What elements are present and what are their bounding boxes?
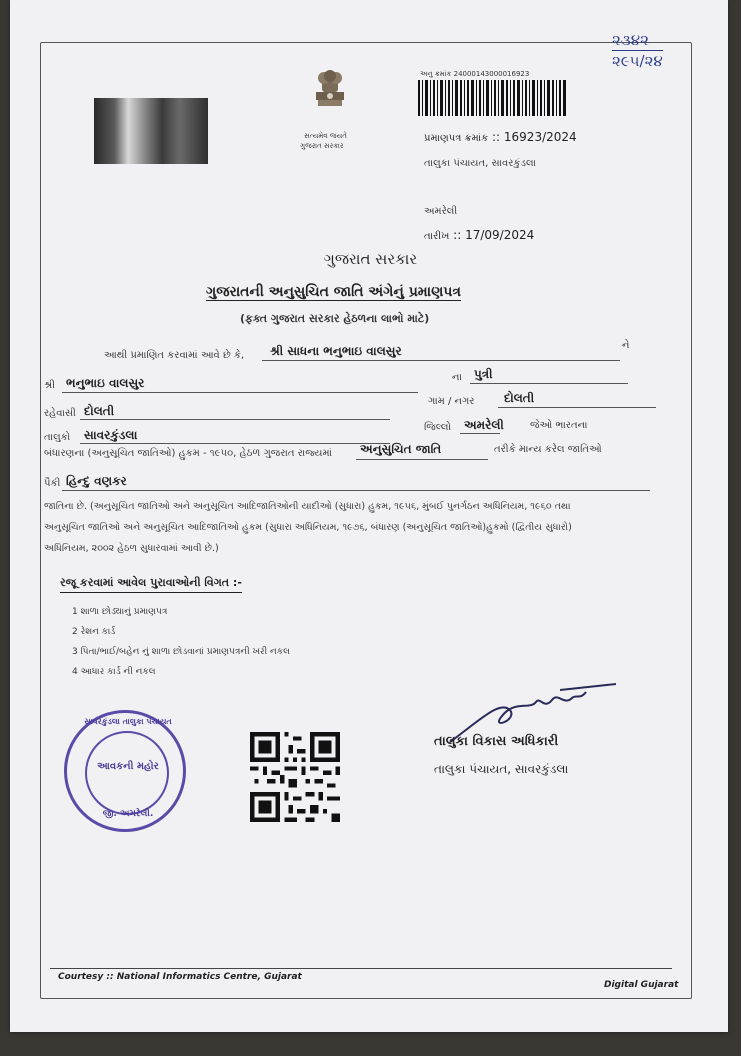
- category-underline: [356, 459, 488, 460]
- relation: પુત્રી: [474, 367, 493, 381]
- corner-note: [612, 30, 663, 71]
- footer-brand: Digital Gujarat: [604, 980, 679, 990]
- list-item: 4 આધાર કાર્ડ ની નકલ: [72, 667, 156, 677]
- applicant-photo: [94, 98, 208, 164]
- district-label: જિલ્લો: [424, 422, 451, 433]
- certificate-heading: ગુજરાતની અનુસુચિત જાતિ અંગેનું પ્રમાણપત્ર: [206, 284, 462, 300]
- village-label: ગામ / નગર: [428, 396, 475, 407]
- certificate-subheading: (ફક્ત ગુજરાત સરકાર હેઠળના લાભો માટે): [240, 312, 430, 325]
- government-title: ગુજરાત સરકાર: [323, 250, 418, 268]
- taluka-underline: [80, 443, 390, 444]
- serial-number-row: [420, 70, 529, 79]
- corner-note-line2: ૨૯૫/૨૪: [612, 52, 663, 70]
- state-suffix: જેઓ ભારતના: [530, 420, 588, 431]
- legal-paragraph: [44, 496, 572, 559]
- na-label: ના: [452, 372, 462, 383]
- barcode-icon: [418, 80, 566, 116]
- legal-paragraph-line2: અનુસૂચિત જાતિઓ અને અનુસૂચિત આદિજાતિઓ હુકમ (સુધારા અધિનિયમ, ૧૯૭૬, બંધારણ (અનુસૂચિત જાતિઓ)હુકમો (દ્વિતીય સુધારો): [44, 522, 572, 533]
- resident-label: રહેવાસી: [44, 408, 76, 419]
- certificate-date-label: તારીખ: [424, 231, 450, 242]
- certificate-date: :: 17/09/2024: [453, 228, 535, 242]
- list-item: 2 રેશન કાર્ડ: [72, 627, 116, 637]
- category-value: અનુસુચિત જાતિ: [360, 442, 442, 456]
- corner-note-line1: ૨૩૪૨: [612, 31, 649, 49]
- stamp-center-text: આવકની મહોર: [97, 761, 159, 772]
- stamp-bottom-text: જી. અમરેલી.: [102, 809, 154, 819]
- emblem-caption-2: ગુજરાત સરકાર: [300, 142, 344, 150]
- village-underline: [498, 407, 656, 408]
- issuing-office: તાલુકા પંચાયત, સાવરકુંડલા: [424, 158, 536, 169]
- person-name: શ્રી સાધના ભનુભાઇ વાલસુર: [270, 344, 402, 358]
- stamp-outer-text: સાવરકુંડલા તાલુકા પંચાયત: [84, 717, 172, 726]
- person-name-underline: [262, 360, 620, 361]
- district-value: અમરેલી: [464, 418, 504, 432]
- documents-heading: રજૂ કરવામાં આવેલ પુરાવાઓની વિગત :-: [60, 576, 242, 593]
- caste-prefix: પૈકી: [44, 478, 61, 489]
- taluka-label: તાલુકો: [44, 432, 71, 443]
- resident-value: દોલતી: [84, 404, 115, 418]
- emblem-caption-1: સત્યમેવ જયતે: [304, 132, 347, 140]
- list-item: 1 શાળા છોડ્યાનું પ્રમાણપત્ર: [72, 607, 168, 617]
- documents-list: [72, 602, 290, 682]
- caste-underline: [62, 490, 650, 491]
- legal-paragraph-line3: અધિનિયમ, ૨૦૦૨ હેઠળ સુધારવામાં આવી છે.): [44, 543, 219, 554]
- qr-code-icon: [250, 732, 340, 822]
- official-stamp: [64, 710, 186, 832]
- signatory-designation: તાલુકા વિકાસ અધિકારી: [434, 734, 559, 749]
- emblem-icon: [302, 68, 358, 134]
- father-name-underline: [62, 392, 418, 393]
- issuing-place: અમરેલી: [424, 206, 458, 217]
- resident-underline: [80, 419, 390, 420]
- stamp-inner-ring: [85, 731, 169, 815]
- certificate-date-row: [424, 228, 534, 242]
- footer-courtesy: Courtesy :: National Informatics Centre, Gujarat: [58, 972, 302, 982]
- order-text: બંધારણના (અનુસૂચિત જાતિઓ) હુકમ - ૧૯૫૦, હેઠળ ગુજરાત રાજ્યમાં: [44, 448, 332, 459]
- recognized-text: તરીકે માન્ય કરેલ જાતિઓ: [494, 444, 602, 455]
- certificate-number-row: [424, 130, 577, 144]
- certify-label: આથી પ્રમાણિત કરવામાં આવે છે કે,: [104, 350, 245, 361]
- district-underline: [460, 433, 500, 434]
- shri-label: શ્રી: [44, 380, 56, 391]
- suffix-ne: ને: [622, 340, 630, 351]
- certificate-number: :: 16923/2024: [492, 130, 577, 144]
- father-name: ભનુભાઇ વાલસુર: [66, 376, 145, 390]
- footer-divider: [50, 968, 672, 969]
- serial-number-label: અનુ ક્રમાંક: [420, 70, 452, 78]
- caste-value: હિન્દુ વણકર: [66, 474, 127, 488]
- village-value: દોલતી: [504, 391, 535, 405]
- signatory-office: તાલુકા પંચાયત, સાવરકુંડલા: [434, 762, 569, 776]
- relation-underline: [470, 383, 628, 384]
- serial-number: 24000143000016923: [453, 70, 530, 78]
- list-item: 3 પિતા/ભાઈ/બહેન નું શાળા છોડવાનાં પ્રમાણપત્રની ખરી નકલ: [72, 647, 290, 657]
- certificate-number-label: પ્રમાણપત્ર ક્રમાંક: [424, 133, 489, 144]
- taluka-value: સાવરકુંડલા: [84, 428, 138, 442]
- legal-paragraph-line1: જાતિના છે. (અનુસૂચિત જાતિઓ અને અનુસૂચિત આદિજાતિઓની યાદીઓ (સુધારા) હુકમ, ૧૯૫૬, મુંબઈ પુનર્ગઠન અધિનિયમ, ૧૯૬૦ તથા: [44, 501, 571, 512]
